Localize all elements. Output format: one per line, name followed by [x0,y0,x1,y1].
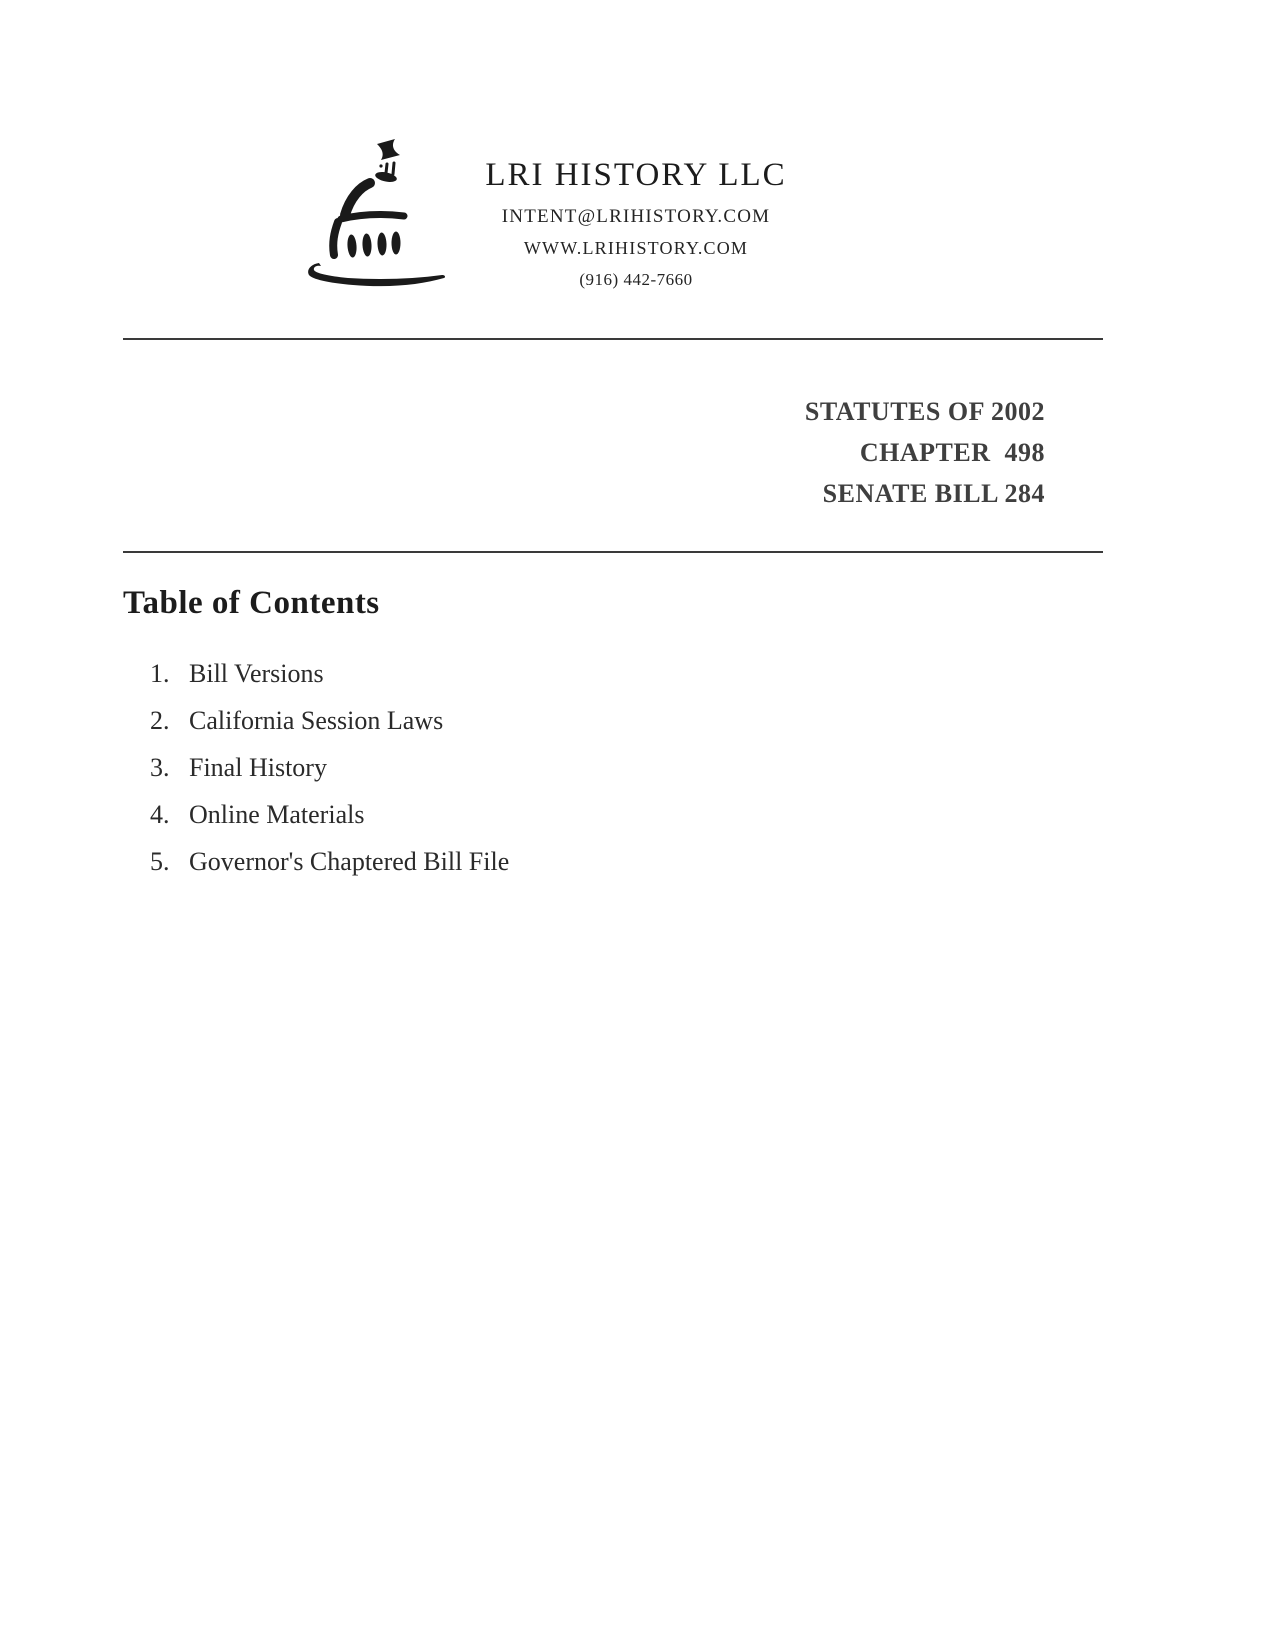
divider-top [123,338,1103,340]
toc-item-number: 4. [150,800,170,829]
toc-item-governors-chaptered-bill-file [123,849,1023,875]
company-website: WWW.LRIHISTORY.COM [523,237,749,258]
toc-item-label: Governor's Chaptered Bill File [189,847,510,876]
toc-item-number: 1. [150,659,170,688]
chapter-line: CHAPTER 498 [859,438,1045,467]
toc-item-online-materials [123,802,1023,828]
case-identification-block [805,391,1045,514]
table-of-contents [123,585,1023,896]
company-email: INTENT@LRIHISTORY.COM [501,205,771,227]
toc-item-california-session-laws [123,708,1023,734]
toc-item-label: Final History [189,753,327,782]
toc-item-bill-versions [123,661,1023,687]
toc-item-number: 5. [150,847,170,876]
toc-list [123,661,1023,875]
toc-item-label: Bill Versions [189,659,324,688]
divider-bottom [123,551,1103,553]
toc-item-number: 3. [150,753,170,782]
toc-item-label: Online Materials [189,800,365,829]
capitol-dome-logo-icon [298,136,450,296]
toc-item-number: 2. [150,706,170,735]
toc-title: Table of Contents [123,585,380,621]
company-name: LRI HISTORY LLC [485,157,787,193]
toc-item-label: California Session Laws [189,706,444,735]
toc-item-final-history [123,755,1023,781]
letterhead-contact-block [440,158,832,290]
company-phone: (916) 442-7660 [579,269,693,289]
statutes-line: STATUTES OF 2002 [804,397,1045,426]
senate-bill-line: SENATE BILL 284 [822,479,1045,508]
